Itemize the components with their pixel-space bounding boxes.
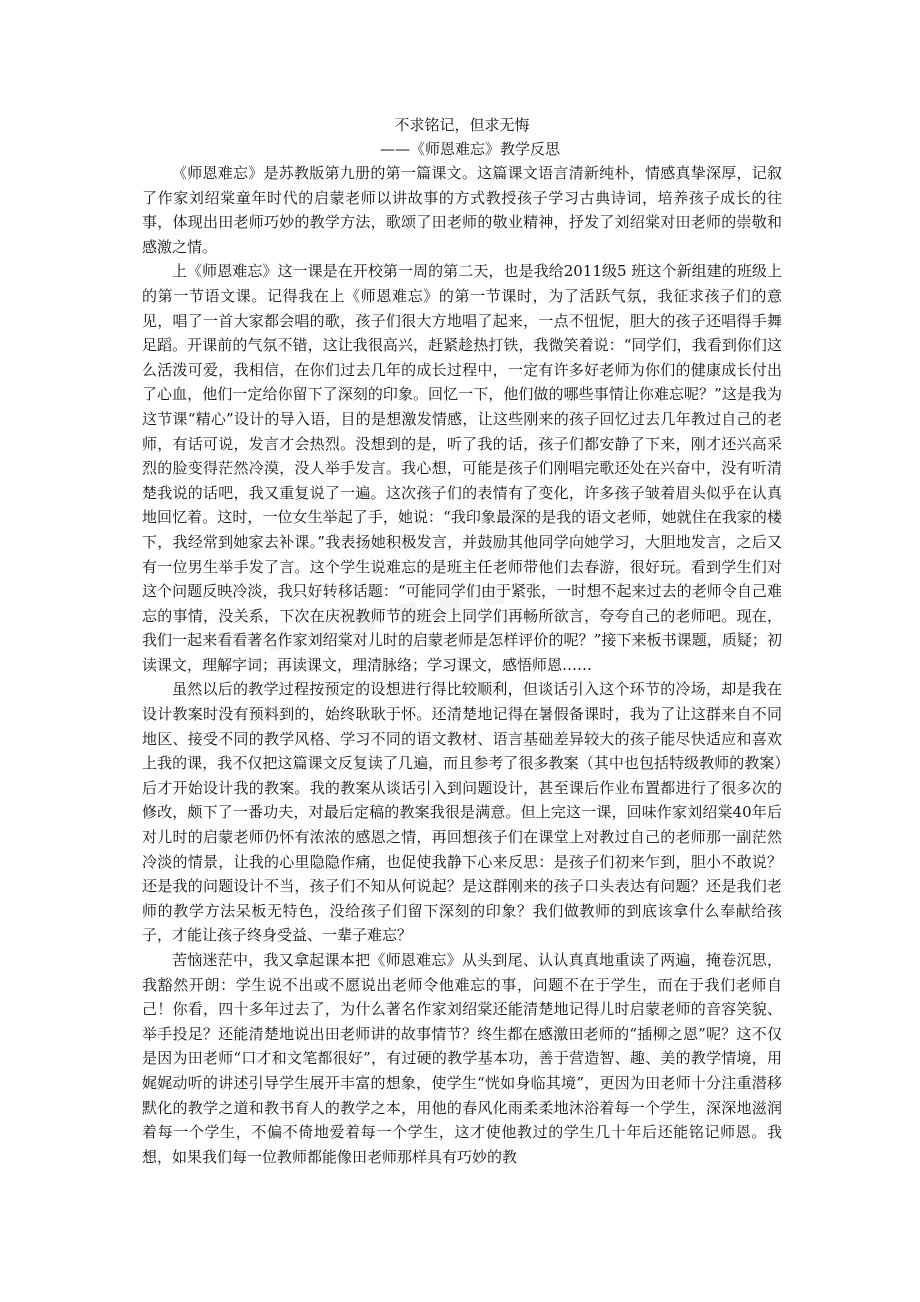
document-title: 不求铭记，但求无悔 <box>394 116 530 134</box>
document-body <box>142 113 782 1169</box>
document-subtitle: ——《师恩难忘》教学反思 <box>379 140 560 158</box>
paragraph-4: 苦恼迷茫中，我又拿起课本把《师恩难忘》从头到尾、认认真真地重读了两遍，掩卷沉思，我豁然开朗：学生说不出或不愿说出老师令他难忘的事，问题不在于学生，而在于我们老师自己！你看，四十多年过去了，为什么著名作家刘绍棠还能清楚地记得儿时启蒙老师的音容笑貌、举手投足？还能清楚地说出田老师讲的故事情节？终生都在感激田老师的“插柳之恩”呢？这不仅是因为田老师“口才和文笔都很好”，有过硬的教学基本功，善于营造智、趣、美的教学情境，用娓娓动听的讲述引导学生展开丰富的想象，使学生“恍如身临其境”，更因为田老师十分注重潜移默化的教学之道和教书育人的教学之本，用他的春风化雨柔柔地沐浴着每一个学生，深深地滋润着每一个学生，不偏不倚地爱着每一个学生，这才使他教过的学生几十年后还能铭记师恩。我想，如果我们每一位教师都能像田老师那样具有巧妙的教 <box>142 951 782 1166</box>
paragraph-1: 《师恩难忘》是苏教版第九册的第一篇课文。这篇课文语言清新纯朴，情感真挚深厚，记叙了作家刘绍棠童年时代的启蒙老师以讲故事的方式教授孩子学习古典诗词，培养孩子成长的往事，体现出田老师巧妙的教学方法，歌颂了田老师的敬业精神，抒发了刘绍棠对田老师的崇敬和感激之情。 <box>142 164 782 256</box>
paragraph-3: 虽然以后的教学过程按预定的设想进行得比较顺利，但谈话引入这个环节的冷场，却是我在设计教案时没有预料到的，始终耿耿于怀。还清楚地记得在暑假备课时，我为了让这群来自不同地区、接受不同的教学风格、学习不同的语文教材、语言基础差异较大的孩子能尽快适应和喜欢上我的课，我不仅把这篇课文反复读了几遍，而且参考了很多教案（其中也包括特级教师的教案）后才开始设计我的教案。我的教案从谈话引入到问题设计，甚至课后作业布置都进行了很多次的修改，颇下了一番功夫，对最后定稿的教案我很是满意。但上完这一课，回味作家刘绍棠40年后对儿时的启蒙老师仍怀有浓浓的感恩之情，再回想孩子们在课堂上对教过自己的老师那一副茫然冷淡的情景，让我的心里隐隐作痛，也促使我静下心来反思：是孩子们初来乍到，胆小不敢说？还是我的问题设计不当，孩子们不知从何说起？是这群刚来的孩子口头表达有问题？还是我们老师的教学方法呆板无特色，没给孩子们留下深刻的印象？我们做教师的到底该拿什么奉献给孩子，才能让孩子终身受益、一辈子难忘？ <box>142 680 782 945</box>
paragraph-2: 上《师恩难忘》这一课是在开校第一周的第二天，也是我给2011级5 班这个新组建的班级上的第一节语文课。记得我在上《师恩难忘》的第一节课时，为了活跃气氛，我征求孩子们的意见，唱了一首大家都会唱的歌，孩子们很大方地唱了起来，一点不忸怩，胆大的孩子还唱得手舞足蹈。开课前的气氛不错，这让我很高兴，赶紧趁热打铁，我微笑着说：“同学们，我看到你们这么活泼可爱，我相信，在你们过去几年的成长过程中，一定有许多好老师为你们的健康成长付出了心血，他们一定给你留下了深刻的印象。回忆一下，他们做的哪些事情让你难忘呢？”这是我为这节课“精心”设计的导入语，目的是想激发情感，让这些刚来的孩子回忆过去几年教过自己的老师，有话可说，发言才会热烈。没想到的是，听了我的话，孩子们都安静了下来，刚才还兴高采烈的脸变得茫然冷漠，没人举手发言。我心想，可能是孩子们刚唱完歌还处在兴奋中，没有听清楚我说的话吧，我又重复说了一遍。这次孩子们的表情有了变化，许多孩子皱着眉头似乎在认真地回忆着。这时，一位女生举起了手，她说：“我印象最深的是我的语文老师，她就住在我家的楼下，我经常到她家去补课。”我表扬她积极发言，并鼓励其他同学向她学习，大胆地发言，之后又有一位男生举手发了言。这个学生说难忘的是班主任老师带他们去春游，很好玩。看到学生们对这个问题反映冷淡，我只好转移话题：“可能同学们由于紧张，一时想不起来过去的老师令自己难忘的事情，没关系，下次在庆祝教师节的班会上同学们再畅所欲言，夸夸自己的老师吧。现在，我们一起来看看著名作家刘绍棠对儿时的启蒙老师是怎样评价的呢？”接下来板书课题，质疑；初读课文，理解字词；再读课文，理清脉络；学习课文，感悟师恩…… <box>142 262 782 674</box>
